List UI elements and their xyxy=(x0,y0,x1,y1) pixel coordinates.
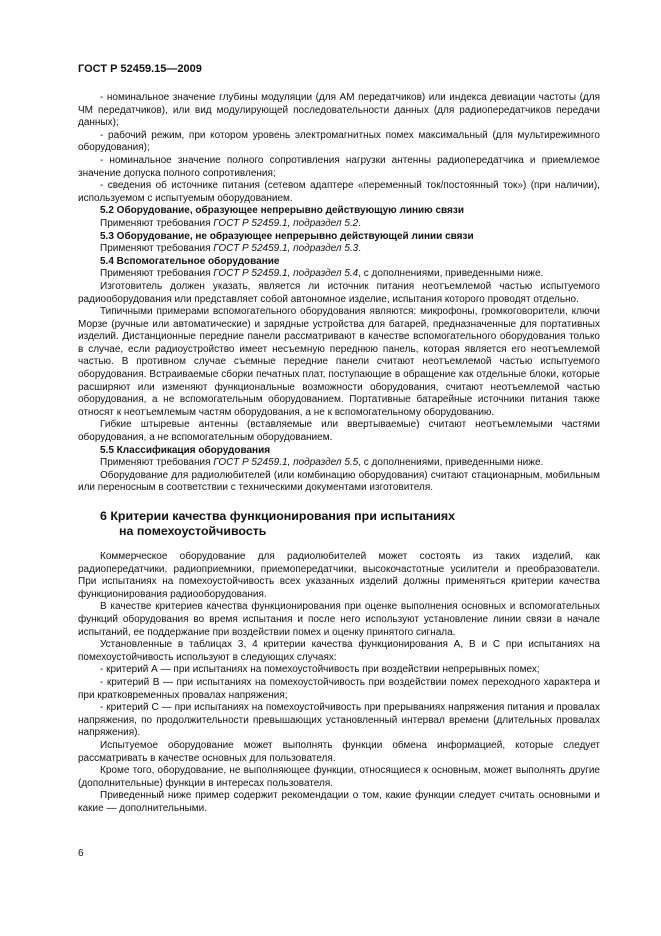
section-5-2-text xyxy=(78,218,600,231)
page-number: 6 xyxy=(78,848,84,859)
section-6-paragraph: Установленные в таблицах 3, 4 критерии качества функционирования А, В и С при испытаниях на помехоустойчивость используют в следующих случаях: xyxy=(78,639,600,663)
section-6-paragraph: Коммерческое оборудование для радиолюбителей может состоять из таких изделий, как радиопередатчики, радиоприемники, приемопередатчики, высокочастотные усилители и преобразователи. При испытаниях на помехоустойчивость всех указанных изделий должны применяться критерии качества функционирования радиооборудования. xyxy=(78,551,600,600)
text-prefix: Применяют требования xyxy=(100,457,214,469)
text-prefix: Применяют требования xyxy=(100,217,214,229)
list-item-antenna-impedance: - номинальное значение полного сопротивления нагрузки антенны радиопередатчика и приемлемое значение допуска полного сопротивления; xyxy=(78,154,600,179)
standard-reference: ГОСТ Р 52459.1, подраздел 5.5 xyxy=(213,457,359,469)
section-5-3-text xyxy=(78,243,600,256)
document-header: ГОСТ Р 52459.15—2009 xyxy=(78,63,202,75)
section-5-4-paragraph: Типичными примерами вспомогательного оборудования являются: микрофоны, громкоговорители, ключи Морзе (ручные или автоматические) и зарядные устройства для батарей, предназначенные для портативных изделий. Дистанционные передние панели рассматривают в качестве вспомогательного оборудования только в случае, если радиоустройство имеет несъемную переднюю панель, которая является его неотъемлемой частью. В противном случае съемные передние панели считают неотъемлемой частью испытуемого оборудования. Встраиваемые сборки печатных плат, поступающие в обращение как отдельные блоки, которые расширяют или изменяют функциональные возможности оборудования, считают неотъемлемой частью оборудования, а не вспомогательным оборудованием. Портативные батарейные источники питания также относят к неотъемлемым частям оборудования, а не к вспомогательному оборудованию. xyxy=(78,306,600,418)
text-suffix: , с дополнениями, приведенными ниже. xyxy=(358,457,544,469)
section-5-4-heading: 5.4 Вспомогательное оборудование xyxy=(100,255,280,267)
text-prefix: Применяют требования xyxy=(100,243,214,255)
text-suffix: , с дополнениями, приведенными ниже. xyxy=(358,268,544,280)
section-5-4-paragraph: Гибкие штыревые антенны (вставляемые или ввертываемые) считают неотъемлемыми частями оборудования, а не вспомогательным оборудованием. xyxy=(78,419,600,444)
section-6-paragraph: Кроме того, оборудование, не выполняющее функции, относящиеся к основным, может выполнять другие (дополнительные) функции в интересах пользователя. xyxy=(78,765,600,789)
criterion-a-item: - критерий А — при испытаниях на помехоустойчивость при воздействии непрерывных помех; xyxy=(100,664,540,676)
section-5-4-text xyxy=(78,268,600,281)
list-item-power-source: - сведения об источнике питания (сетевом адаптере «переменный ток/постоянный ток») (при наличии), используемом с испытуемым оборудованием. xyxy=(78,180,600,204)
criterion-b-item: - критерий В — при испытаниях на помехоустойчивость при воздействии помех переходного характера и при кратковременных провалах напряжения; xyxy=(78,676,600,701)
section-5-5-text xyxy=(78,457,600,470)
section-6-paragraph: Приведенный ниже пример содержит рекомендации о том, какие функции следует считать основными и какие — дополнительными. xyxy=(78,790,600,814)
section-5-2-heading: 5.2 Оборудование, образующее непрерывно действующую линию связи xyxy=(100,205,465,217)
section-5-5-heading: 5.5 Классификация оборудования xyxy=(100,444,271,456)
list-item-modulation: - номинальное значение глубины модуляции (для АМ передатчиков) или индекса девиации частоты (для ЧМ передатчиков), или вид модулирующей последовательности данных (для радиопередатчиков передачи данных); xyxy=(78,92,600,129)
text-suffix: . xyxy=(358,243,361,255)
standard-reference: ГОСТ Р 52459.1, подраздел 5.2 xyxy=(213,217,359,229)
standard-reference: ГОСТ Р 52459.1, подраздел 5.3 xyxy=(213,243,359,255)
section-6-title xyxy=(78,509,600,539)
section-5-5-paragraph: Оборудование для радиолюбителей (или комбинацию оборудования) считают стационарным, мобильным или переносным в соответствии с техническими документами изготовителя. xyxy=(78,469,600,494)
section-5-3-heading: 5.3 Оборудование, не образующее непрерывно действующей линии связи xyxy=(100,230,474,242)
standard-reference: ГОСТ Р 52459.1, подраздел 5.4 xyxy=(213,268,359,280)
text-prefix: Применяют требования xyxy=(100,268,214,280)
section-6-title-line: на помехоустойчивость xyxy=(119,524,267,538)
text-suffix: . xyxy=(358,217,361,229)
section-6-paragraph: Испытуемое оборудование может выполнять функции обмена информацией, которые следует рассматривать в качестве основных для пользователя. xyxy=(78,739,600,764)
document-body xyxy=(78,92,600,815)
list-item-operating-mode: - рабочий режим, при котором уровень электромагнитных помех максимальный (для мультирежимного оборудования); xyxy=(78,129,600,154)
section-6-title-line: 6 Критерии качества функционирования при испытаниях xyxy=(100,509,456,523)
section-6-paragraph: В качестве критериев качества функционирования при оценке выполнения основных и вспомогательных функций оборудования во время испытания и после него используют установление линии связи в начале испытаний, ее поддержание при воздействии помех и оценку принятого сигнала. xyxy=(78,601,600,638)
section-5-4-paragraph: Изготовитель должен указать, является ли источник питания неотъемлемой частью испытуемого радиооборудования или представляет собой автономное изделие, испытания которого проводят отдельно. xyxy=(78,280,600,305)
criterion-c-item: - критерий С — при испытаниях на помехоустойчивость при прерываниях напряжения питания и провалах напряжения, по продолжительности превышающих установленный интервал времени (длительных провалах напряжения). xyxy=(78,702,600,739)
